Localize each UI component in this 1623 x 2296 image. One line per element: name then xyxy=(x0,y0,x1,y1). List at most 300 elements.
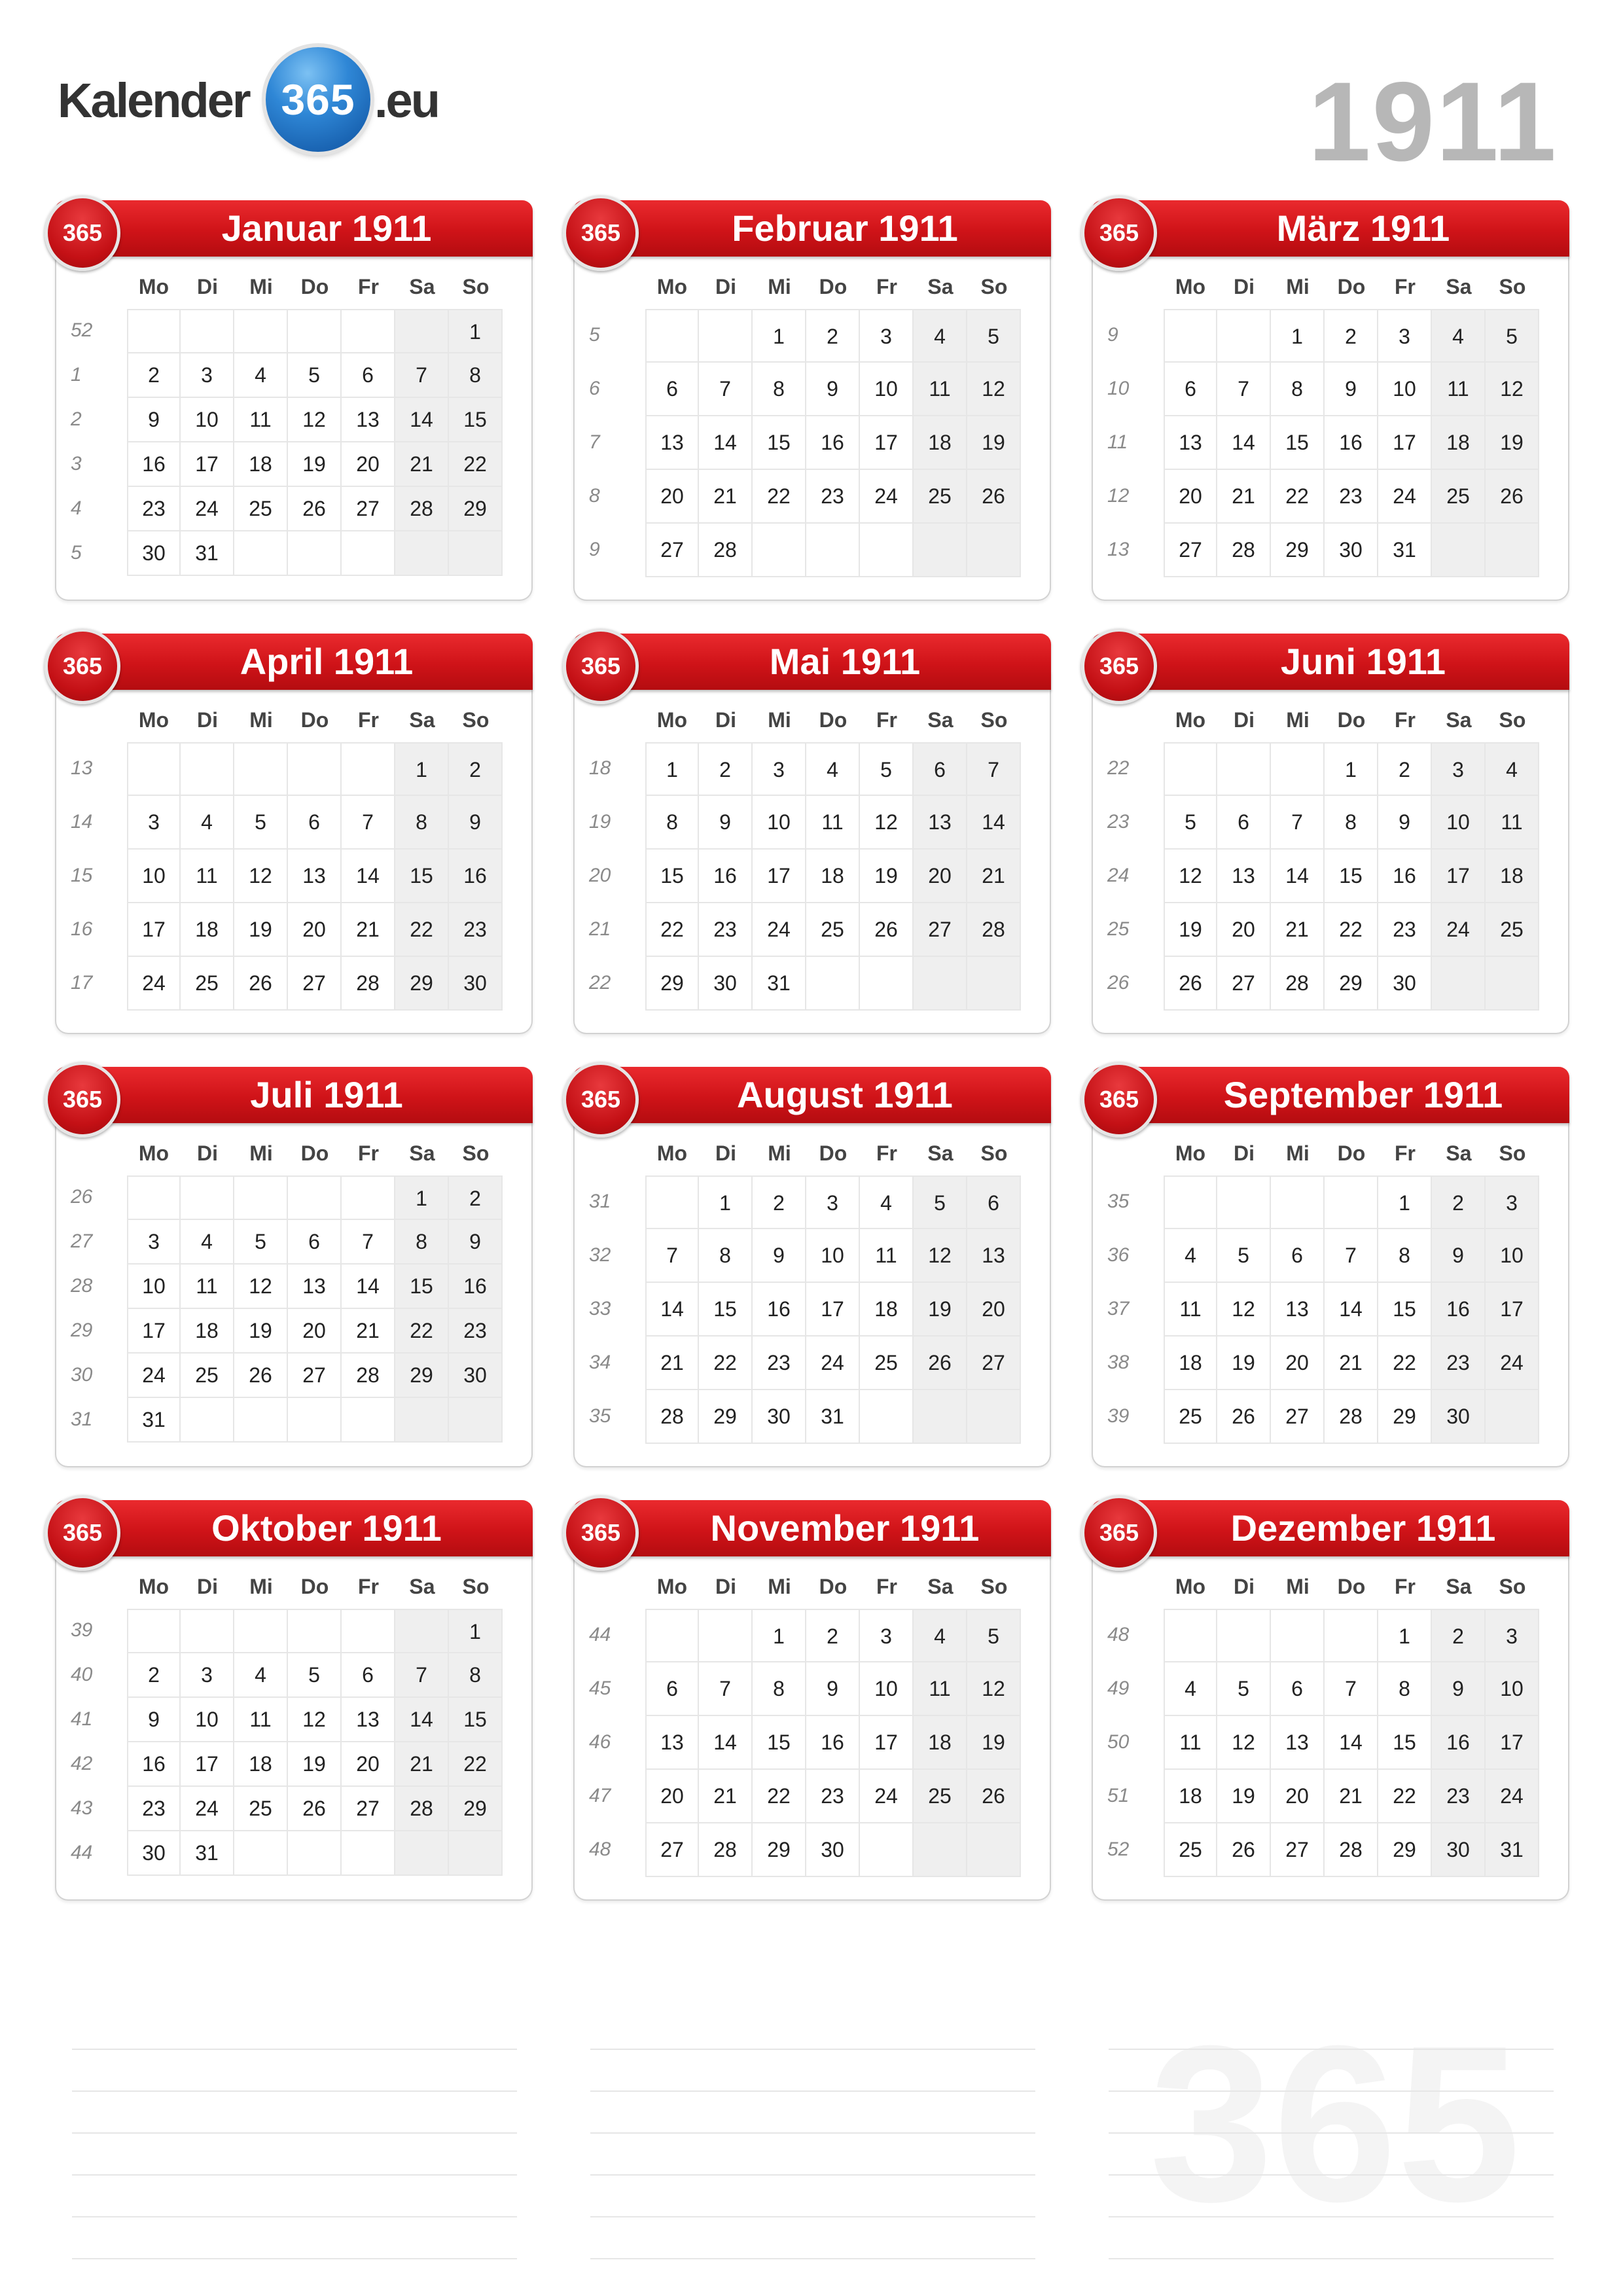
day-cell: 21 xyxy=(342,1309,395,1354)
day-cell: 22 xyxy=(645,903,699,957)
month-title: Oktober 1911 xyxy=(211,1507,442,1549)
weekday-header: Do xyxy=(1337,275,1366,298)
day-cell: 12 xyxy=(967,363,1021,416)
day-cell: 9 xyxy=(449,796,503,850)
day-cell: 1 xyxy=(753,1609,806,1662)
day-cell: 1 xyxy=(1378,1175,1432,1229)
day-cell xyxy=(288,1398,342,1443)
day-cell: 11 xyxy=(914,363,967,416)
day-cell: 4 xyxy=(234,1653,288,1698)
week-row xyxy=(645,1336,1022,1390)
week-number: 40 xyxy=(71,1664,93,1685)
day-cell xyxy=(967,1390,1021,1444)
day-cell xyxy=(288,1831,342,1876)
day-cell: 11 xyxy=(1164,1283,1217,1336)
note-line xyxy=(72,2008,517,2050)
weekday-header: Sa xyxy=(1446,1141,1472,1165)
week-row xyxy=(645,1770,1022,1823)
day-cell: 12 xyxy=(1217,1716,1271,1770)
day-cell: 15 xyxy=(395,850,449,903)
week-number: 5 xyxy=(71,542,82,564)
day-cell: 7 xyxy=(1325,1662,1378,1716)
month-card xyxy=(1092,1067,1569,1467)
day-cell: 15 xyxy=(1271,416,1325,470)
day-cell: 16 xyxy=(806,416,860,470)
month-card xyxy=(573,1067,1051,1467)
week-row xyxy=(127,398,504,442)
day-cell: 1 xyxy=(1325,742,1378,796)
badge-365: 365 xyxy=(563,628,639,704)
day-cell xyxy=(967,524,1021,577)
weekday-header: Fr xyxy=(876,708,897,732)
week-row xyxy=(645,416,1022,470)
day-cell: 7 xyxy=(395,353,449,398)
day-cell: 5 xyxy=(967,1609,1021,1662)
day-cell: 3 xyxy=(1378,309,1432,363)
week-number: 29 xyxy=(71,1319,93,1341)
day-cell: 15 xyxy=(753,1716,806,1770)
day-cell xyxy=(860,1823,914,1877)
day-cell: 18 xyxy=(806,850,860,903)
day-cell: 19 xyxy=(234,1309,288,1354)
month-title: Februar 1911 xyxy=(732,207,958,249)
weekday-header: Mi xyxy=(1286,708,1310,732)
weekday-header: Di xyxy=(715,275,736,298)
weekday-header: Sa xyxy=(409,275,435,298)
day-cell: 25 xyxy=(914,470,967,524)
badge-365: 365 xyxy=(563,1495,639,1571)
day-cell: 27 xyxy=(967,1336,1021,1390)
month-card xyxy=(1092,634,1569,1034)
day-cell: 15 xyxy=(449,1698,503,1742)
note-line xyxy=(1109,2092,1554,2134)
day-cell: 18 xyxy=(860,1283,914,1336)
day-cell: 21 xyxy=(395,442,449,487)
day-cell: 17 xyxy=(1432,850,1486,903)
day-cell: 21 xyxy=(1325,1770,1378,1823)
day-cell: 9 xyxy=(699,796,753,850)
day-cell: 26 xyxy=(967,1770,1021,1823)
month-card xyxy=(55,200,533,601)
day-cell xyxy=(699,309,753,363)
day-cell: 9 xyxy=(127,1698,181,1742)
day-cell xyxy=(288,531,342,576)
day-cell: 14 xyxy=(967,796,1021,850)
day-cell: 28 xyxy=(967,903,1021,957)
day-grid xyxy=(645,1175,1022,1444)
day-cell: 17 xyxy=(753,850,806,903)
month-card xyxy=(573,634,1051,1034)
day-cell: 16 xyxy=(1432,1283,1486,1336)
day-cell xyxy=(967,957,1021,1011)
badge-365: 365 xyxy=(45,195,120,271)
day-cell: 17 xyxy=(1378,416,1432,470)
day-cell: 6 xyxy=(1271,1662,1325,1716)
day-cell xyxy=(1486,957,1539,1011)
day-cell: 8 xyxy=(1325,796,1378,850)
week-number: 39 xyxy=(1107,1405,1130,1427)
month-header xyxy=(55,634,533,690)
week-row xyxy=(645,363,1022,416)
day-cell xyxy=(1432,957,1486,1011)
day-cell: 29 xyxy=(395,1354,449,1398)
week-number: 34 xyxy=(589,1352,611,1373)
note-line xyxy=(590,2050,1035,2092)
day-cell: 14 xyxy=(1271,850,1325,903)
day-cell xyxy=(1164,1609,1217,1662)
day-cell: 6 xyxy=(342,1653,395,1698)
week-row xyxy=(645,524,1022,577)
week-row xyxy=(645,1175,1022,1229)
day-cell: 5 xyxy=(288,1653,342,1698)
week-row xyxy=(127,742,504,796)
month-header xyxy=(573,1067,1051,1123)
day-cell: 12 xyxy=(967,1662,1021,1716)
day-cell: 26 xyxy=(1486,470,1539,524)
week-number: 9 xyxy=(1107,324,1118,346)
day-cell xyxy=(342,1609,395,1653)
week-number: 17 xyxy=(71,972,93,994)
day-grid xyxy=(645,309,1022,577)
day-cell xyxy=(1432,524,1486,577)
day-cell xyxy=(1217,1175,1271,1229)
day-cell: 10 xyxy=(806,1229,860,1283)
week-number: 16 xyxy=(71,918,93,940)
day-cell: 13 xyxy=(967,1229,1021,1283)
day-cell: 22 xyxy=(449,442,503,487)
week-row xyxy=(645,850,1022,903)
week-row xyxy=(127,1265,504,1309)
day-cell: 30 xyxy=(699,957,753,1011)
week-number: 7 xyxy=(589,431,600,453)
day-cell: 23 xyxy=(127,1787,181,1831)
weekday-header: Sa xyxy=(927,708,954,732)
day-cell: 14 xyxy=(645,1283,699,1336)
weekday-header: So xyxy=(1499,1575,1526,1598)
week-number: 19 xyxy=(589,811,611,833)
day-cell xyxy=(1164,1175,1217,1229)
day-cell: 16 xyxy=(1325,416,1378,470)
week-row xyxy=(645,309,1022,363)
weekday-header: Do xyxy=(300,708,329,732)
day-cell xyxy=(914,1823,967,1877)
day-cell: 18 xyxy=(1486,850,1539,903)
day-cell: 2 xyxy=(1432,1609,1486,1662)
day-cell: 24 xyxy=(1486,1770,1539,1823)
day-cell: 19 xyxy=(288,442,342,487)
day-cell: 19 xyxy=(1217,1336,1271,1390)
week-row xyxy=(645,903,1022,957)
day-cell xyxy=(449,1398,503,1443)
day-cell: 28 xyxy=(645,1390,699,1444)
day-cell xyxy=(234,1831,288,1876)
day-cell: 3 xyxy=(1486,1609,1539,1662)
weekday-header: Fr xyxy=(358,275,379,298)
week-number: 26 xyxy=(71,1186,93,1208)
day-cell xyxy=(181,1175,234,1220)
day-cell: 25 xyxy=(860,1336,914,1390)
day-cell: 1 xyxy=(645,742,699,796)
day-cell: 1 xyxy=(395,742,449,796)
weekday-header: Mo xyxy=(138,1575,169,1598)
weekday-header: Mo xyxy=(1175,275,1206,298)
day-cell: 8 xyxy=(449,353,503,398)
day-cell: 5 xyxy=(1217,1229,1271,1283)
day-cell: 23 xyxy=(753,1336,806,1390)
day-cell: 22 xyxy=(1271,470,1325,524)
month-header xyxy=(1092,200,1569,257)
day-cell: 27 xyxy=(1164,524,1217,577)
day-cell: 17 xyxy=(181,442,234,487)
week-number: 12 xyxy=(1107,485,1130,507)
day-cell: 28 xyxy=(342,1354,395,1398)
week-row xyxy=(127,1175,504,1220)
day-cell xyxy=(645,1175,699,1229)
day-cell: 26 xyxy=(288,1787,342,1831)
day-cell: 26 xyxy=(967,470,1021,524)
day-cell: 8 xyxy=(1271,363,1325,416)
week-number: 1 xyxy=(71,364,82,386)
day-cell: 28 xyxy=(1325,1823,1378,1877)
day-cell xyxy=(645,1609,699,1662)
day-cell: 2 xyxy=(449,742,503,796)
day-cell: 29 xyxy=(1378,1390,1432,1444)
week-row xyxy=(1164,1175,1541,1229)
weekday-header: So xyxy=(462,1575,490,1598)
day-cell: 6 xyxy=(1271,1229,1325,1283)
week-row xyxy=(127,1742,504,1787)
week-number: 9 xyxy=(589,539,600,560)
weekday-header: Fr xyxy=(876,1141,897,1165)
day-cell: 22 xyxy=(1378,1770,1432,1823)
month-header xyxy=(55,1067,533,1123)
day-cell: 26 xyxy=(1217,1390,1271,1444)
weekday-header: Sa xyxy=(409,1575,435,1598)
day-cell: 5 xyxy=(1217,1662,1271,1716)
badge-365: 365 xyxy=(45,1495,120,1571)
day-cell: 23 xyxy=(806,470,860,524)
day-cell: 7 xyxy=(1271,796,1325,850)
day-cell: 28 xyxy=(699,1823,753,1877)
week-number: 10 xyxy=(1107,378,1130,399)
day-cell: 31 xyxy=(1486,1823,1539,1877)
day-cell xyxy=(395,1609,449,1653)
note-line xyxy=(590,2008,1035,2050)
day-cell: 20 xyxy=(645,1770,699,1823)
day-cell: 19 xyxy=(1486,416,1539,470)
day-cell: 25 xyxy=(181,1354,234,1398)
day-cell: 29 xyxy=(1378,1823,1432,1877)
day-cell: 18 xyxy=(914,416,967,470)
week-number: 14 xyxy=(71,811,93,833)
weekday-header: So xyxy=(980,1141,1008,1165)
week-row xyxy=(127,487,504,531)
day-cell: 22 xyxy=(699,1336,753,1390)
day-cell: 6 xyxy=(342,353,395,398)
weekday-header: Mi xyxy=(1286,1141,1310,1165)
day-cell: 16 xyxy=(1432,1716,1486,1770)
day-cell xyxy=(395,309,449,353)
day-cell: 19 xyxy=(914,1283,967,1336)
day-cell: 5 xyxy=(914,1175,967,1229)
weekday-header: Di xyxy=(197,708,218,732)
day-cell: 20 xyxy=(288,903,342,957)
day-cell: 2 xyxy=(806,309,860,363)
day-cell xyxy=(1217,742,1271,796)
day-cell: 29 xyxy=(449,1787,503,1831)
day-cell xyxy=(449,1831,503,1876)
day-cell: 8 xyxy=(645,796,699,850)
weekday-header: So xyxy=(462,708,490,732)
day-cell: 28 xyxy=(395,1787,449,1831)
day-cell: 30 xyxy=(806,1823,860,1877)
month-title: September 1911 xyxy=(1223,1074,1503,1115)
week-row xyxy=(1164,1823,1541,1877)
day-cell: 30 xyxy=(1432,1390,1486,1444)
week-row xyxy=(127,1220,504,1265)
day-grid xyxy=(1164,1609,1541,1877)
week-number: 46 xyxy=(589,1731,611,1753)
day-cell: 29 xyxy=(395,957,449,1011)
day-cell: 5 xyxy=(967,309,1021,363)
day-cell: 6 xyxy=(1217,796,1271,850)
day-cell: 11 xyxy=(1432,363,1486,416)
week-number: 27 xyxy=(71,1230,93,1252)
day-cell: 29 xyxy=(699,1390,753,1444)
note-line xyxy=(590,2134,1035,2176)
month-card xyxy=(55,634,533,1034)
week-row xyxy=(127,1787,504,1831)
day-cell: 23 xyxy=(449,1309,503,1354)
day-cell: 1 xyxy=(753,309,806,363)
day-cell: 4 xyxy=(1486,742,1539,796)
day-cell: 20 xyxy=(288,1309,342,1354)
week-number: 25 xyxy=(1107,918,1130,940)
weekday-header: So xyxy=(1499,275,1526,298)
day-cell: 1 xyxy=(449,1609,503,1653)
day-cell: 19 xyxy=(1164,903,1217,957)
weekday-header: Do xyxy=(1337,708,1366,732)
day-cell: 10 xyxy=(1378,363,1432,416)
day-cell: 2 xyxy=(127,353,181,398)
weekday-header: Mi xyxy=(249,708,273,732)
day-cell: 9 xyxy=(1325,363,1378,416)
day-cell: 28 xyxy=(395,487,449,531)
day-cell xyxy=(1486,1390,1539,1444)
day-cell: 9 xyxy=(753,1229,806,1283)
day-cell: 6 xyxy=(288,796,342,850)
day-cell xyxy=(234,742,288,796)
day-cell: 2 xyxy=(1325,309,1378,363)
day-cell: 24 xyxy=(127,957,181,1011)
week-number: 31 xyxy=(71,1408,93,1430)
day-cell: 4 xyxy=(860,1175,914,1229)
day-cell: 22 xyxy=(395,903,449,957)
weekday-header: Mo xyxy=(656,1141,688,1165)
day-cell: 4 xyxy=(1432,309,1486,363)
day-cell: 15 xyxy=(1378,1716,1432,1770)
day-grid xyxy=(127,1609,504,1876)
week-row xyxy=(127,903,504,957)
day-grid xyxy=(1164,742,1541,1011)
day-cell: 26 xyxy=(914,1336,967,1390)
day-cell: 6 xyxy=(645,363,699,416)
weekday-header: Mo xyxy=(138,275,169,298)
day-cell xyxy=(1271,1609,1325,1662)
month-header xyxy=(1092,634,1569,690)
week-number: 11 xyxy=(1107,431,1128,453)
day-cell: 27 xyxy=(1217,957,1271,1011)
week-row xyxy=(645,1716,1022,1770)
day-cell xyxy=(806,957,860,1011)
day-cell xyxy=(342,1831,395,1876)
day-cell: 27 xyxy=(645,524,699,577)
day-cell: 13 xyxy=(342,398,395,442)
notes-column xyxy=(72,2008,517,2259)
day-cell: 6 xyxy=(914,742,967,796)
day-cell: 25 xyxy=(914,1770,967,1823)
day-cell: 8 xyxy=(753,1662,806,1716)
day-grid xyxy=(645,1609,1022,1877)
day-cell: 13 xyxy=(288,850,342,903)
day-cell: 29 xyxy=(449,487,503,531)
week-row xyxy=(1164,850,1541,903)
day-cell: 7 xyxy=(1217,363,1271,416)
day-cell: 18 xyxy=(914,1716,967,1770)
month-header xyxy=(1092,1500,1569,1556)
week-number: 52 xyxy=(1107,1839,1130,1860)
month-title: Juli 1911 xyxy=(250,1074,403,1115)
day-cell xyxy=(127,309,181,353)
weekday-header: Do xyxy=(1337,1575,1366,1598)
day-cell: 7 xyxy=(699,363,753,416)
day-cell xyxy=(860,957,914,1011)
week-row xyxy=(127,1309,504,1354)
day-cell: 16 xyxy=(127,1742,181,1787)
day-cell: 3 xyxy=(860,1609,914,1662)
day-cell: 29 xyxy=(1325,957,1378,1011)
day-cell: 30 xyxy=(127,531,181,576)
day-cell: 3 xyxy=(806,1175,860,1229)
day-cell: 29 xyxy=(753,1823,806,1877)
day-cell: 2 xyxy=(1378,742,1432,796)
day-cell: 18 xyxy=(234,442,288,487)
week-row xyxy=(1164,1336,1541,1390)
day-cell xyxy=(342,309,395,353)
day-cell: 16 xyxy=(699,850,753,903)
day-cell: 10 xyxy=(181,398,234,442)
week-number: 4 xyxy=(71,497,82,519)
badge-365: 365 xyxy=(45,628,120,704)
week-row xyxy=(645,796,1022,850)
week-number: 36 xyxy=(1107,1244,1130,1266)
day-cell: 16 xyxy=(753,1283,806,1336)
day-cell: 13 xyxy=(1164,416,1217,470)
day-cell: 23 xyxy=(449,903,503,957)
day-cell: 7 xyxy=(342,1220,395,1265)
day-cell: 14 xyxy=(395,398,449,442)
day-cell: 26 xyxy=(860,903,914,957)
page-title-year: 1911 xyxy=(1308,59,1558,185)
day-cell: 4 xyxy=(806,742,860,796)
weekday-header: Mo xyxy=(656,275,688,298)
badge-365: 365 xyxy=(563,195,639,271)
day-cell: 11 xyxy=(234,398,288,442)
weekday-header: Do xyxy=(819,708,847,732)
day-cell: 5 xyxy=(234,1220,288,1265)
day-cell: 3 xyxy=(1432,742,1486,796)
day-cell: 20 xyxy=(342,442,395,487)
